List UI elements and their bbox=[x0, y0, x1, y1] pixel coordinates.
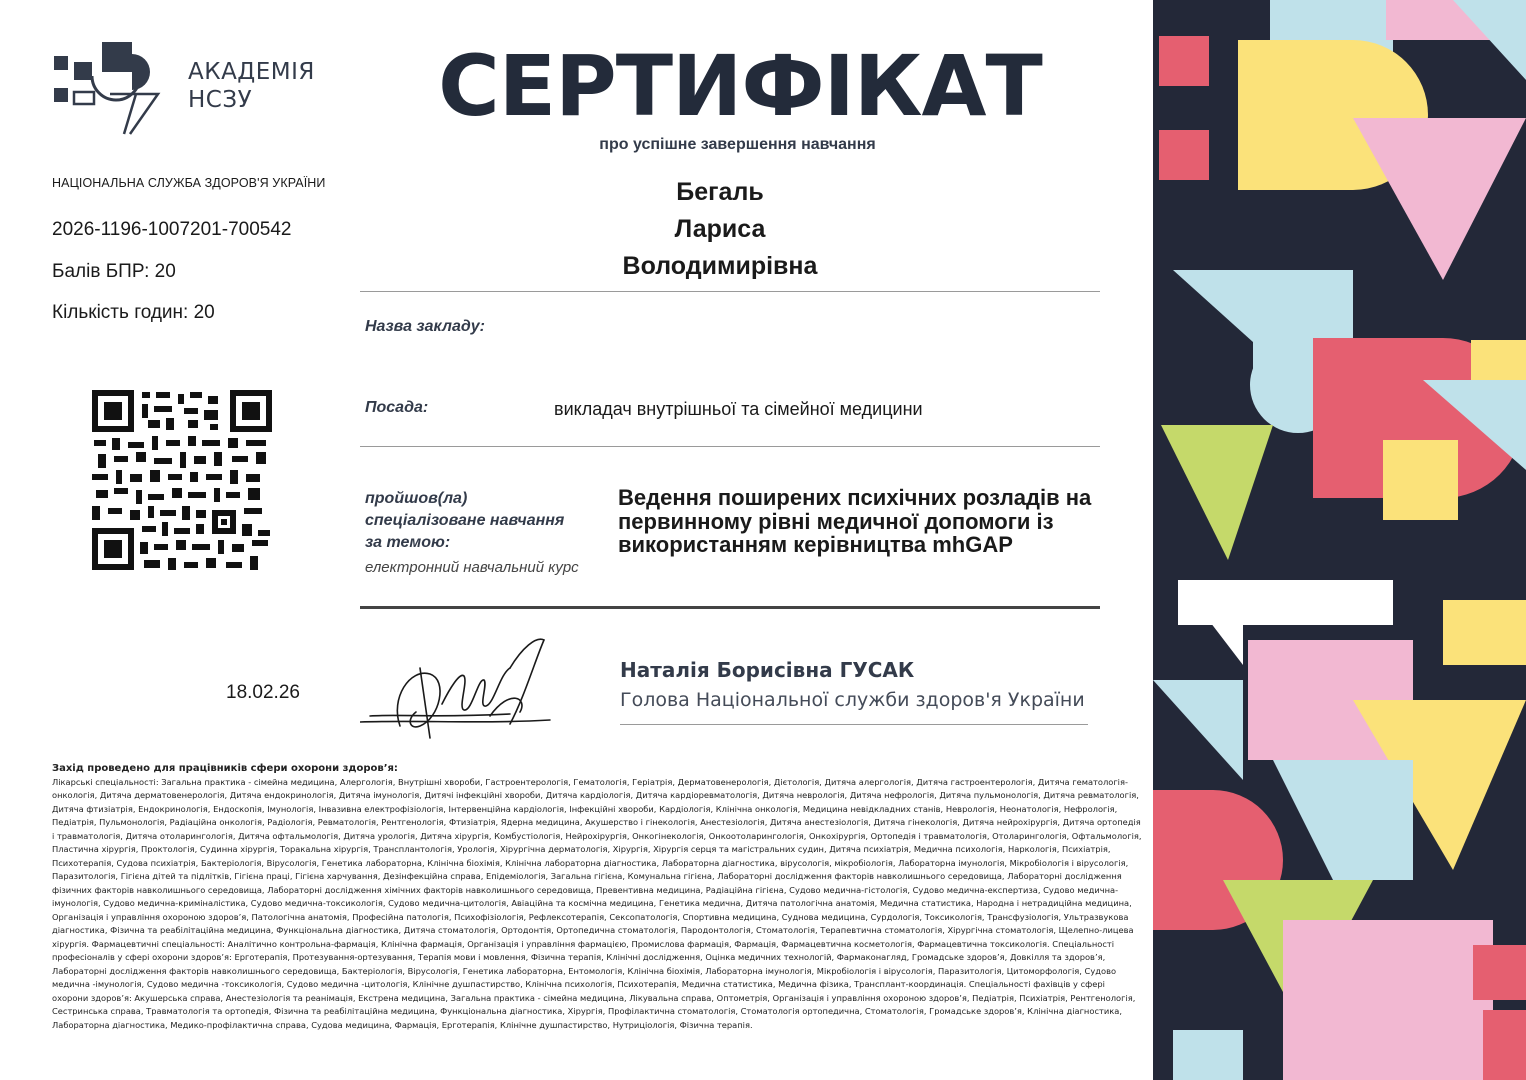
recipient-first-name: Лариса bbox=[674, 215, 766, 243]
divider bbox=[360, 606, 1100, 609]
points: Балів БПР: 20 bbox=[52, 261, 176, 282]
signatory-name: Наталія Борисівна ГУСАК bbox=[620, 658, 915, 682]
logo-line-1: АКАДЕМІЯ bbox=[188, 59, 315, 85]
recipient-patronymic: Володимирівна bbox=[622, 252, 818, 280]
handwritten-signature bbox=[360, 628, 560, 748]
divider bbox=[360, 291, 1100, 292]
certificate-subtitle: про успішне завершення навчання bbox=[599, 136, 876, 153]
eligible-specialties-heading: Захід проведено для працівників сфери охорони здоров’я: bbox=[52, 763, 398, 774]
course-type: електронний навчальний курс bbox=[365, 559, 579, 576]
certificate-id: 2026-1196-1007201-700542 bbox=[52, 219, 292, 240]
eligible-specialties bbox=[52, 762, 1142, 1032]
issue-date: 18.02.26 bbox=[226, 682, 300, 703]
course-topic: Ведення поширених психічних розладів на первинному рівні медичної допомоги із використанням керівництва mhGAP bbox=[618, 485, 1092, 557]
logo-line-2: НСЗУ bbox=[188, 87, 253, 113]
signatory-role: Голова Національної служби здоров'я України bbox=[620, 689, 1085, 711]
recipient-surname: Бегаль bbox=[676, 178, 764, 206]
hours: Кількість годин: 20 bbox=[52, 302, 215, 323]
qr-code[interactable] bbox=[92, 390, 272, 570]
organization-name: НАЦІОНАЛЬНА СЛУЖБА ЗДОРОВ'Я УКРАЇНИ bbox=[52, 176, 326, 190]
divider bbox=[360, 446, 1100, 447]
certificate-title: СЕРТИФІКАТ bbox=[438, 37, 1042, 135]
passed-training-label: пройшов(ла) спеціалізоване навчання за темою: bbox=[365, 490, 565, 551]
decorative-pattern bbox=[1153, 0, 1526, 1080]
eligible-specialties-list: Лікарські спеціальності: Загальна практика - сімейна медицина, Алергологія, Внутрішні хвороби, Гастроентерологія, Гематологія, Геріатрія, Дерматовенерологія, Дієтологія, Дитяча алергологія, Дитяча гастроентерологія, Дитяча гематологія-онкологія, Дитяча дерматовенерологія, Дитяча ендокринологія, Дитяча імунологія, Дитячі інфекційні хвороби, Дитяча кардіологія, Дитяча кардіоревматологія, Дитяча неврологія, Дитяча нефрологія, Дитяча пульмонологія, Дитяча ревматологія, Дитяча фтизіатрія, Ендокринологія, Ендоскопія, Імунологія, Інвазивна електрофізіологія, Інтервенційна кардіологія, Інфекційні хвороби, Кардіологія, Клінічна онкологія, Медицина невідкладних станів, Неврологія, Неонатологія, Нефрологія, Педіатрія, Пульмонологія, Радіаційна онкологія, Радіологія, Ревматологія, Рентгенологія, Фтизіатрія, Ядерна медицина, Акушерство і гінекологія, Анестезіологія, Дитяча анестезіологія, Дитяча гінекологія, Дитяча нейрохірургія, Дитяча ортопедія і травматологія, Дитяча отоларингологія, Дитяча офтальмологія, Дитяча урологія, Дитяча хірургія, Комбустіологія, Нейрохірургія, Онкогінекологія, Онкоотоларингологія, Онкохірургія, Ортопедія і травматологія, Отоларингологія, Офтальмологія, Пластична хірургія, Проктологія, Судинна хірургія, Торакальна хірургія, Трансплантологія, Урологія, Хірургічна дерматологія, Хірургія, Хірургія серця та магістральних судин, Дитяча психіатрія, Медична психологія, Наркологія, Психіатрія, Психотерапія, Судова психіатрія, Бактеріологія, Вірусологія, Генетика лабораторна, Клінічна біохімія, Клінічна лабораторна діагностика, Лабораторна діагностика, вірусологія, мікробіологія, Лабораторна імунологія, Мікробіологія і вірусологія, Паразитологія, Гігієна дітей та підлітків, Гігієна праці, Гігієна харчування, Дезінфекційна справа, Епідеміологія, Загальна гігієна, Комунальна гігієна, Лабораторні дослідження факторів навколишнього середовища, Лабораторні дослідження фізичних факторів навколишнього середовища, Лабораторні дослідження хімічних факторів навколишнього середовища, Превентивна медицина, Радіаційна гігієна, Судово медична-гістологія, Судово медична-експертиза, Судово медична-імунологія, Судово медична-криміналістика, Судово медична-токсикологія, Судово медична-цитологія, Авіаційна та космічна медицина, Генетика медична, Дитяча патологічна анатомія, Медична статистика, Народна і нетрадиційна медицина, Організація і управління охороною здоров’я, Патологічна анатомія, Професійна патологія, Психофізіологія, Рефлексотерапія, Сексопатологія, Спортивна медицина, Суднова медицина, Сурдологія, Токсикологія, Трансфузіологія, Ультразвукова діагностика, Фізична та реабілітаційна медицина, Функціональна діагностика, Дитяча стоматологія, Ортодонтія, Ортопедична стоматологія, Пародонтологія, Стоматологія, Терапевтична стоматологія, Хірургічна стоматологія, Щелепно-лицева хірургія. Фармацевтичні спеціальності: Аналітично контрольна-фармація, Клінічна фармація, Організація і управління фармацією, Промислова фармація, Фармація, Фармацевтична косметологія, Фармацевтична токсикологія. Спеціальності професіоналів у сфері охорони здоров’я: Ерготерапія, Протезування-ортезування, Терапія мови і мовлення, Фізична терапія, Клінічні дослідження, Оцінка медичних технологій, Фармаконагляд, Громадське здоров’я, Довкілля та здоров’я, Лабораторні дослідження факторів навколишнього середовища, Бактеріологія, Вірусологія, Генетика лабораторна, Ентомологія, Клінічна біохімія, Лабораторна імунологія, Мікробіологія і вірусологія, Паразитологія, Цитоморфологія, Судово медична -імунологія, Судово медична -токсикологія, Судово медична -цитологія, Клінічне душпастирство, Клінічна психологія, Психотерапія, Медична статистика, Медична фізика, Трансплант-координація. Спеціальності фахівців у сфері охорони здоров’я: Акушерська справа, Анестезіологія та реанімація, Екстрена медицина, Загальна практика - сімейна медицина, Лікувальна справа, Оптометрія, Організація і управління охороною здоров’я, Педіатрія, Психіатрія, Рентгенологія, Сестринська справа, Травматологія та ортопедія, Фізична та реабілітаційна медицина, Функціональна діагностика, Хірургія, Профілактична стоматологія, Стоматологія ортопедична, Стоматологія, Громадське здоров’я, Клінічна діагностика, Лабораторна діагностика, Медико-профілактична справа, Судова медицина, Фармація, Ерготерапія, Клінічне душпастирство, Нутриціологія, Фізична терапія. bbox=[52, 776, 1142, 1030]
logo-text bbox=[188, 58, 315, 114]
position-value: викладач внутрішньої та сімейної медицини bbox=[554, 399, 923, 419]
position-label: Посада: bbox=[365, 399, 429, 416]
institution-label: Назва закладу: bbox=[365, 318, 485, 335]
signature-line bbox=[620, 724, 1088, 725]
